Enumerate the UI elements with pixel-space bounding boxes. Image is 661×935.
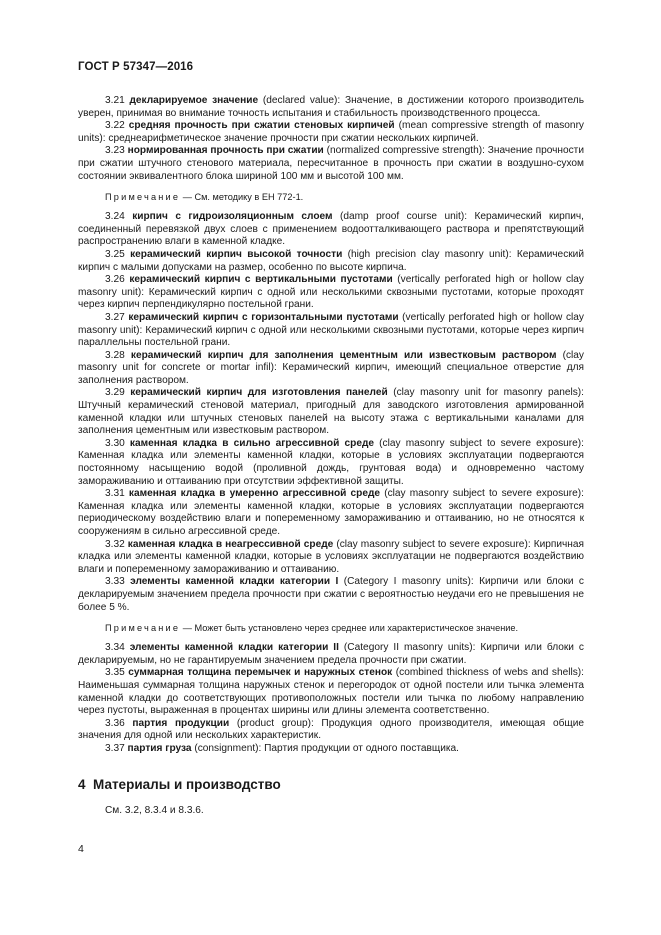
note-2 xyxy=(78,622,584,634)
item-term: нормированная прочность при сжатии xyxy=(127,145,324,157)
note-1 xyxy=(78,191,584,203)
section-title: Материалы и производство xyxy=(93,776,281,792)
item-term: каменная кладка в сильно агрессивной среде xyxy=(129,437,375,449)
item-number: 3.27 xyxy=(105,311,125,323)
definition-3-28 xyxy=(78,350,584,388)
page-number: 4 xyxy=(78,843,84,855)
item-text: (normalized compressive strength): Значение прочности при сжатии штучного стенового материала, пересчитанное в прочность при сжатии в воздушно-сухом состоянии эквивалентного блока шириной 100 мм и высотой 100 мм. xyxy=(78,145,584,182)
item-term: партия продукции xyxy=(132,717,230,729)
item-number: 3.21 xyxy=(105,95,125,106)
item-term: керамический кирпич с вертикальными пустотами xyxy=(129,274,393,286)
note-text: — Может быть установлено через среднее или характеристическое значение. xyxy=(180,623,519,634)
item-term: суммарная толщина перемычек и наружных стенок xyxy=(128,667,393,679)
section-text: См. 3.2, 8.3.4 и 8.3.6. xyxy=(105,804,204,816)
definition-3-23 xyxy=(78,145,584,183)
note-label: Примечание xyxy=(105,623,181,634)
definition-3-35 xyxy=(78,667,584,717)
item-text: (clay masonry subject to severe exposure): Каменная кладка или элементы каменной кладки, которые в условиях эксплуатации подвергаются периодическому воздействию влаги и попеременному замораживанию и оттаиванию, но не относятся к сооружениям в сильно агрессивной среде. xyxy=(78,488,584,537)
definition-3-25 xyxy=(78,249,584,274)
item-number: 3.33 xyxy=(105,576,125,588)
item-number: 3.28 xyxy=(105,349,125,361)
definition-3-32 xyxy=(78,539,584,577)
item-term: керамический кирпич высокой точности xyxy=(130,248,343,260)
item-number: 3.34 xyxy=(105,642,125,654)
definition-3-24 xyxy=(78,211,584,249)
item-number: 3.37 xyxy=(105,742,125,754)
item-term: декларируемое значение xyxy=(129,95,259,106)
definition-3-30 xyxy=(78,438,584,488)
section-heading xyxy=(78,777,584,793)
item-number: 3.30 xyxy=(105,437,125,449)
item-number: 3.26 xyxy=(105,274,125,286)
document-body xyxy=(78,95,584,817)
item-term: керамический кирпич с горизонтальными пустотами xyxy=(128,311,399,323)
definition-3-37 xyxy=(78,743,584,756)
item-number: 3.31 xyxy=(105,488,125,500)
definition-3-22 xyxy=(78,120,584,145)
definition-3-29 xyxy=(78,387,584,437)
item-text: (Category II masonry units): Кирпичи или блоки с декларируемым, но не гарантируемым значением предела прочности при сжатии. xyxy=(78,642,584,666)
item-term: каменная кладка в умеренно агрессивной среде xyxy=(128,488,381,500)
item-text: (product group): Продукция одного производителя, имеющая общие значения для одной или нескольких характеристик. xyxy=(78,717,584,742)
item-text: (damp proof course unit): Керамический кирпич, соединенный перевязкой двух слоев с применением водоотталкивающего раствора и препятствующий распространению влаги в каменной кладке. xyxy=(78,211,584,248)
definition-3-33 xyxy=(78,576,584,614)
item-text: (clay masonry unit for concrete or mortar infil): Керамический кирпич, имеющий специальное отверстие для заполнения раствором. xyxy=(78,349,584,386)
item-text: (combined thickness of webs and shells): Наименьшая суммарная толщина наружных стенок и перегородок от одной постели или тычка элемента каменной кладки до соответствующих противоположных постели или тычка по любому направлению через пустоты, выраженная в процентах ширины или длины элемента соответственно. xyxy=(78,667,584,717)
item-text: (vertically perforated high or hollow clay masonry unit): Керамический кирпич с одной или несколькими сквозными пустотами, которые проходят через кирпич перпендикулярно постельной грани. xyxy=(78,274,584,311)
note-label: Примечание xyxy=(105,192,181,203)
item-text: (consignment): Партия продукции от одного поставщика. xyxy=(191,742,459,754)
item-text: (declared value): Значение, в достижении которого производитель уверен, принимая во внимание точность испытания и стабильность производственного процесса. xyxy=(78,95,584,119)
definition-3-21 xyxy=(78,95,584,120)
item-text: (high precision clay masonry unit): Керамический кирпич с малыми допусками на размер, особенно по высоте кирпича. xyxy=(78,248,584,273)
item-number: 3.25 xyxy=(105,248,125,260)
item-text: (clay masonry subject to severe exposure): Кирпичная кладка или элементы каменной кладки, которые в условиях эксплуатации не подвергаются воздействию влаги и попеременному замораживанию и оттаиванию. xyxy=(78,538,584,575)
item-number: 3.24 xyxy=(105,211,125,223)
item-text: (clay masonry subject to severe exposure): Каменная кладка или элементы каменной кладки, которые в условиях эксплуатации подвергаются постоянному насыщению водой (проливной дождь, грунтовая вода) и одновременно частому замораживанию и оттаиванию при отсутствии эффективной защиты. xyxy=(78,437,584,487)
item-term: кирпич с гидроизоляционным слоем xyxy=(132,211,333,223)
definition-3-31 xyxy=(78,488,584,538)
definition-3-27 xyxy=(78,312,584,350)
section-number: 4 xyxy=(78,776,86,792)
item-term: керамический кирпич для заполнения цементным или известковым раствором xyxy=(130,349,557,361)
item-term: элементы каменной кладки категории II xyxy=(129,642,339,654)
definition-3-34 xyxy=(78,642,584,667)
item-number: 3.23 xyxy=(105,145,125,157)
document-header: ГОСТ Р 57347—2016 xyxy=(78,61,194,73)
item-term: партия груза xyxy=(127,742,192,754)
item-term: средняя прочность при сжатии стеновых кирпичей xyxy=(128,120,395,132)
definition-3-36 xyxy=(78,718,584,743)
item-number: 3.36 xyxy=(105,717,125,729)
item-text: (clay masonry unit for masonry panels): Штучный керамический стеновой материал, пригодный для заводского изготовления армированной каменной кладки или штучных стеновых панелей на высоту этажа с вертикальными каналами для заполнения цементным или известковым раствором. xyxy=(78,387,584,437)
item-number: 3.22 xyxy=(105,120,125,132)
item-text: (mean compressive strength of masonry units): среднеарифметическое значение прочности при сжатии нескольких кирпичей. xyxy=(78,120,584,144)
item-text: (Category I masonry units): Кирпичи или блоки с декларируемым значением предела прочности при сжатии с вероятностью неудачи его не превышения не более 5 %. xyxy=(78,576,584,613)
item-number: 3.29 xyxy=(105,387,125,399)
item-text: (vertically perforated high or hollow clay masonry unit): Керамический кирпич с одной или несколькими сквозными пустотами, которые через кирпич параллельны постельной грани. xyxy=(78,311,584,349)
note-text: — См. методику в ЕН 772-1. xyxy=(180,192,304,203)
item-term: элементы каменной кладки категории I xyxy=(130,576,339,588)
item-term: каменная кладка в неагрессивной среде xyxy=(127,538,334,550)
definition-3-26 xyxy=(78,274,584,312)
item-term: керамический кирпич для изготовления панелей xyxy=(130,387,388,399)
item-number: 3.32 xyxy=(105,538,125,550)
item-number: 3.35 xyxy=(105,667,125,679)
